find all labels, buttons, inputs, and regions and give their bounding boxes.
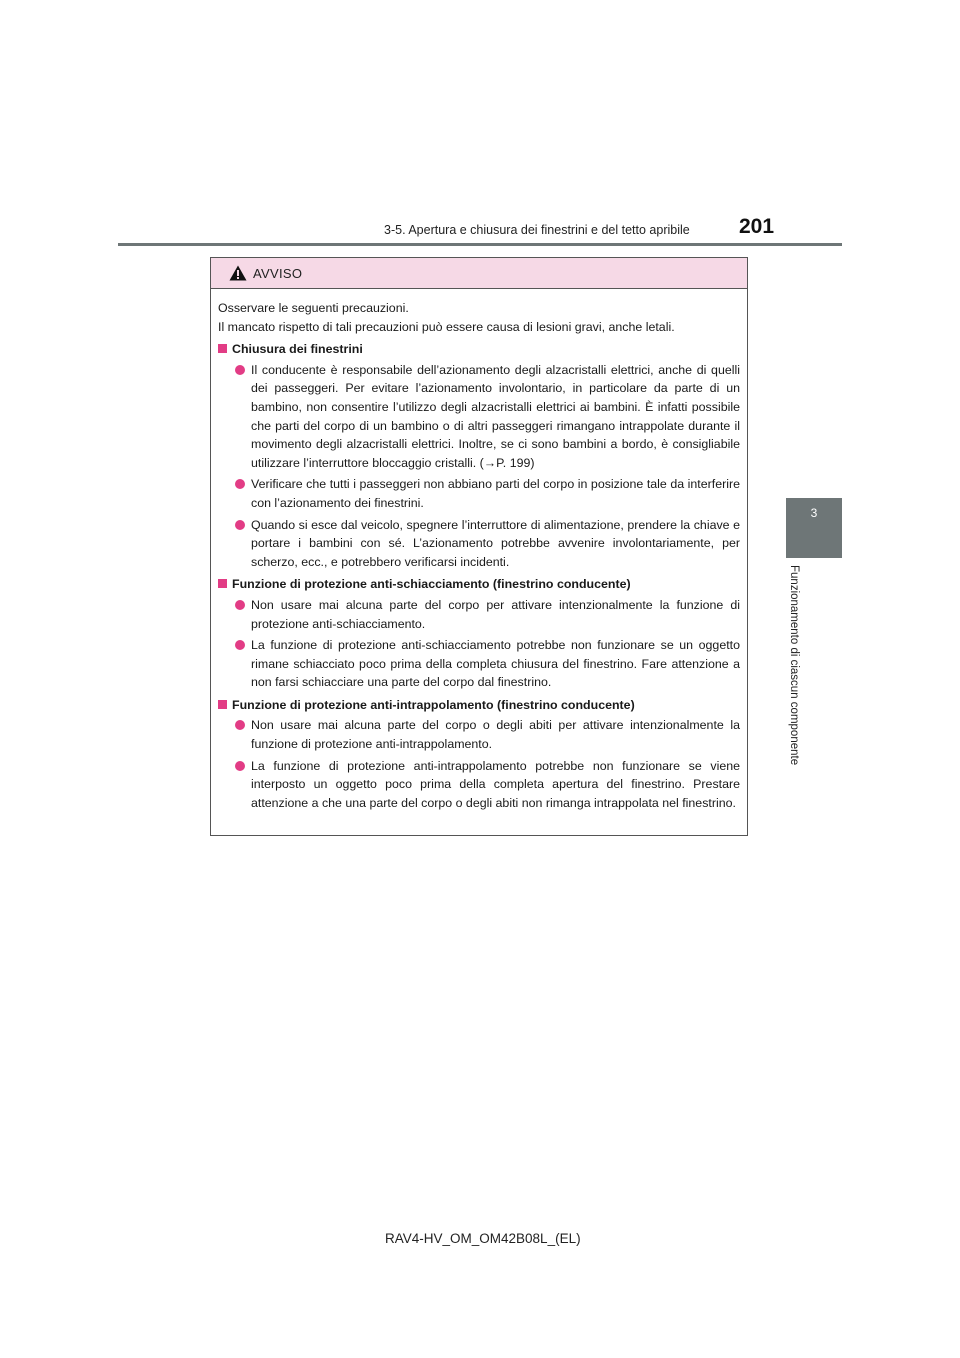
list-item-text: Verificare che tutti i passeggeri non abbiano parti del corpo in posizione tale da interferire con l’azionamento dei finestrini. [251, 477, 740, 510]
bullet-icon [235, 600, 245, 610]
warning-triangle-icon [229, 265, 247, 281]
header-rule [118, 243, 842, 246]
section-title-text: Funzione di protezione anti-schiacciamento (finestrino conducente) [232, 577, 631, 592]
list-item-text: Quando si esce dal veicolo, spegnere l’interruttore di alimentazione, prendere la chiave e portare i bambini con sé. L’azionamento potrebbe avvenire involontariamente, per scherzo, ecc., e potrebbero verificarsi incidenti. [251, 517, 740, 569]
list-item [218, 716, 740, 753]
list-item [218, 475, 740, 512]
intro-line: Osservare le seguenti precauzioni. [218, 301, 409, 315]
chapter-number: 3 [810, 506, 818, 520]
intro-line: Il mancato rispetto di tali precauzioni può essere causa di lesioni gravi, anche letali. [218, 319, 675, 334]
section-title-text: Chiusura dei finestrini [232, 342, 363, 357]
section-title [218, 696, 740, 715]
list-item [218, 516, 740, 572]
list-item [218, 596, 740, 633]
list-item [218, 636, 740, 692]
bullet-icon [235, 640, 245, 650]
bullet-icon [235, 520, 245, 530]
square-bullet-icon [218, 344, 227, 353]
chapter-caption: Funzionamento di ciascun componente [788, 565, 800, 766]
bullet-icon [235, 479, 245, 489]
list-item [218, 361, 740, 473]
list-item-text: La funzione di protezione anti-schiacciamento potrebbe non funzionare se un oggetto rimane schiacciato poco prima della completa chiusura del finestrino. Fare attenzione a non farsi schiacciare una parte del corpo dal finestrino. [251, 638, 740, 690]
square-bullet-icon [218, 579, 227, 588]
warning-body [211, 289, 747, 812]
running-header: 3-5. Apertura e chiusura dei finestrini e del tetto apribile [384, 223, 690, 237]
list-item-text: Non usare mai alcuna parte del corpo o degli abiti per attivare intenzionalmente la funzione di protezione anti-intrappolamento. [251, 718, 740, 752]
section-title [218, 340, 740, 359]
warning-title: AVVISO [253, 265, 303, 281]
list-item-text: Non usare mai alcuna parte del corpo per attivare intenzionalmente la funzione di protezione anti-schiacciamento. [251, 597, 740, 631]
chapter-caption-wrap [774, 565, 814, 795]
list-item-text: La funzione di protezione anti-intrappolamento potrebbe non funzionare se viene interposto un oggetto poco prima della completa apertura del finestrino. Prestare attenzione a che una parte del corpo o degli abiti non rimanga intrappolata nel finestrino. [251, 758, 740, 810]
warning-intro [218, 299, 740, 336]
square-bullet-icon [218, 700, 227, 709]
bullet-icon [235, 365, 245, 375]
warning-box [210, 257, 748, 836]
bullet-icon [235, 761, 245, 771]
list-item-text: Il conducente è responsabile dell’azionamento degli alzacristalli elettrici, anche di quelli dei passeggeri. Per evitare l’azionamento involontario, in particolare da parte di un bambino, non consentire l’utilizzo degli alzacristalli elettrici ai bambini. È infatti possibile che parti del corpo di un bambino o di altri passeggeri rimangano intrappolate durante il movimento degli alzacristalli elettrici. Inoltre, se ci sono bambini a bordo, è consigliabile utilizzare l’interruttore bloccaggio cristalli. (→P. 199) [251, 362, 740, 470]
document-code: RAV4-HV_OM_OM42B08L_(EL) [385, 1231, 581, 1246]
list-item [218, 757, 740, 813]
warning-header [211, 258, 747, 289]
section-title [218, 575, 740, 594]
chapter-tab [786, 498, 842, 558]
page-number: 201 [739, 215, 775, 238]
bullet-icon [235, 720, 245, 730]
section-title-text: Funzione di protezione anti-intrappolamento (finestrino conducente) [232, 697, 635, 712]
